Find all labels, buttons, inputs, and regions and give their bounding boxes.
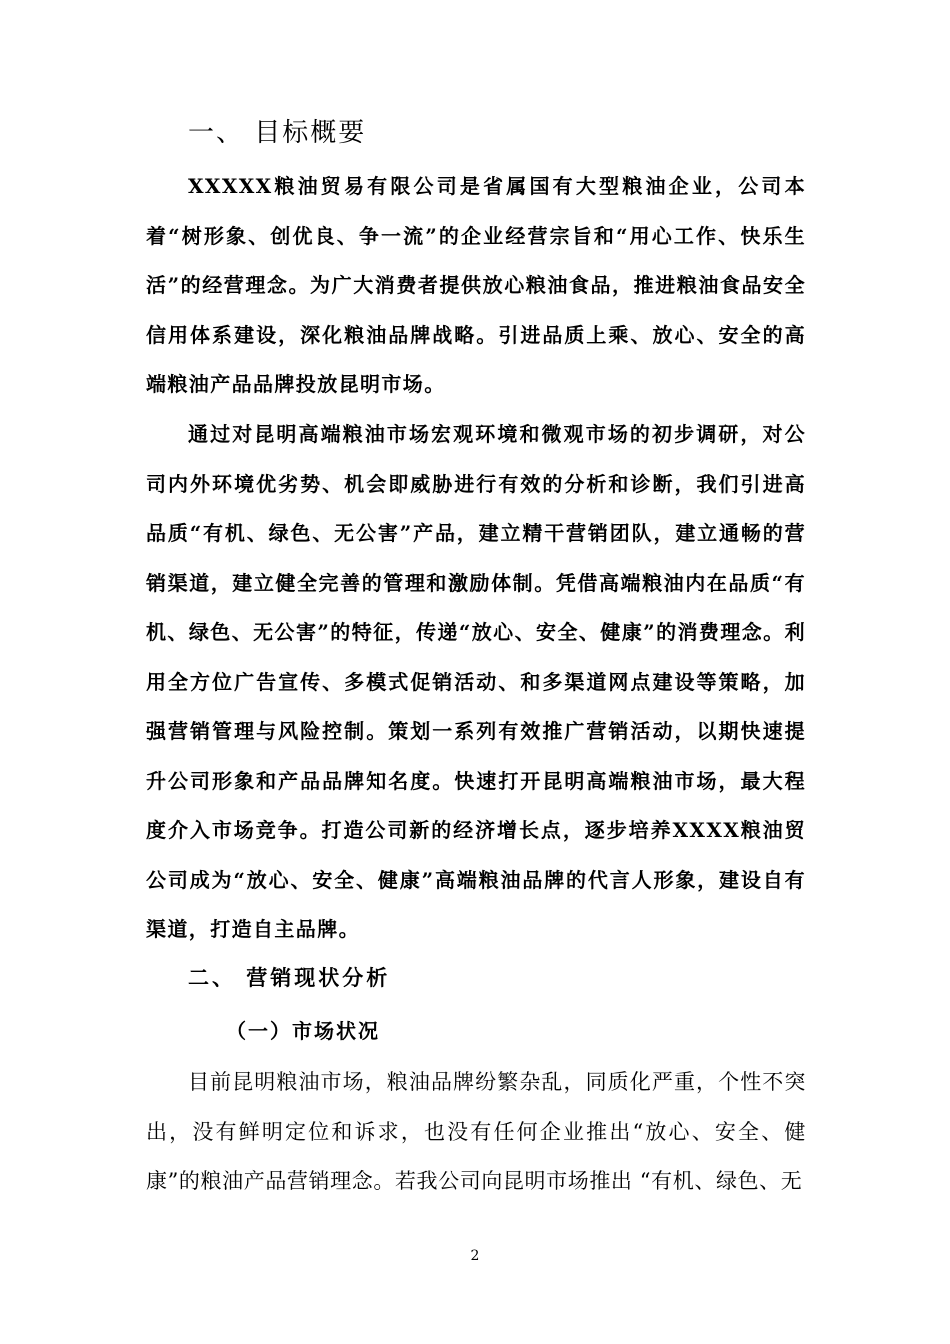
subsection-market-status-paragraph: 目前昆明粮油市场，粮油品牌纷繁杂乱，同质化严重，个性不突出，没有鲜明定位和诉求，也没有任何企业推出“放心、安全、健康”的粮油产品营销理念。若我公司向昆明市场推出 “有机、绿色、无 — [146, 1070, 806, 1193]
page-number: 2 — [470, 1248, 480, 1264]
section-1-paragraph-2: 通过对昆明高端粮油市场宏观环境和微观市场的初步调研，对公司内外环境优劣势、机会即威胁进行有效的分析和诊断，我们引进高品质“有机、绿色、无公害”产品，建立精干营销团队，建立通畅的营销渠道，建立健全完善的管理和激励体制。凭借高端粮油内在品质“有机、绿色、无公害”的特征，传递“放心、安全、健康”的消费理念。利用全方位广告宣传、多模式促销活动、和多渠道网点建设等策略，加强营销管理与风险控制。策划一系列有效推广营销活动，以期快速提升公司形象和产品品牌知名度。快速打开昆明高端粮油市场，最大程度介入市场竞争。打造公司新的经济增长点，逐步培养XXXX粮油贸公司成为“放心、安全、健康”高端粮油品牌的代言人形象，建设自有渠道，打造自主品牌。 — [146, 422, 806, 941]
section-1-heading: 一、 目标概要 — [188, 118, 367, 148]
section-2-heading: 二、 营销现状分析 — [188, 965, 391, 990]
section-1-paragraph-1: XXXXX粮油贸易有限公司是省属国有大型粮油企业，公司本着“树形象、创优良、争一流”的企业经营宗旨和“用心工作、快乐生活”的经营理念。为广大消费者提供放心粮油食品，推进粮油食品安全信用体系建设，深化粮油品牌战略。引进品质上乘、放心、安全的高端粮油产品品牌投放昆明市场。 — [146, 174, 806, 396]
subsection-market-status-heading: （一）市场状况 — [226, 1019, 380, 1043]
